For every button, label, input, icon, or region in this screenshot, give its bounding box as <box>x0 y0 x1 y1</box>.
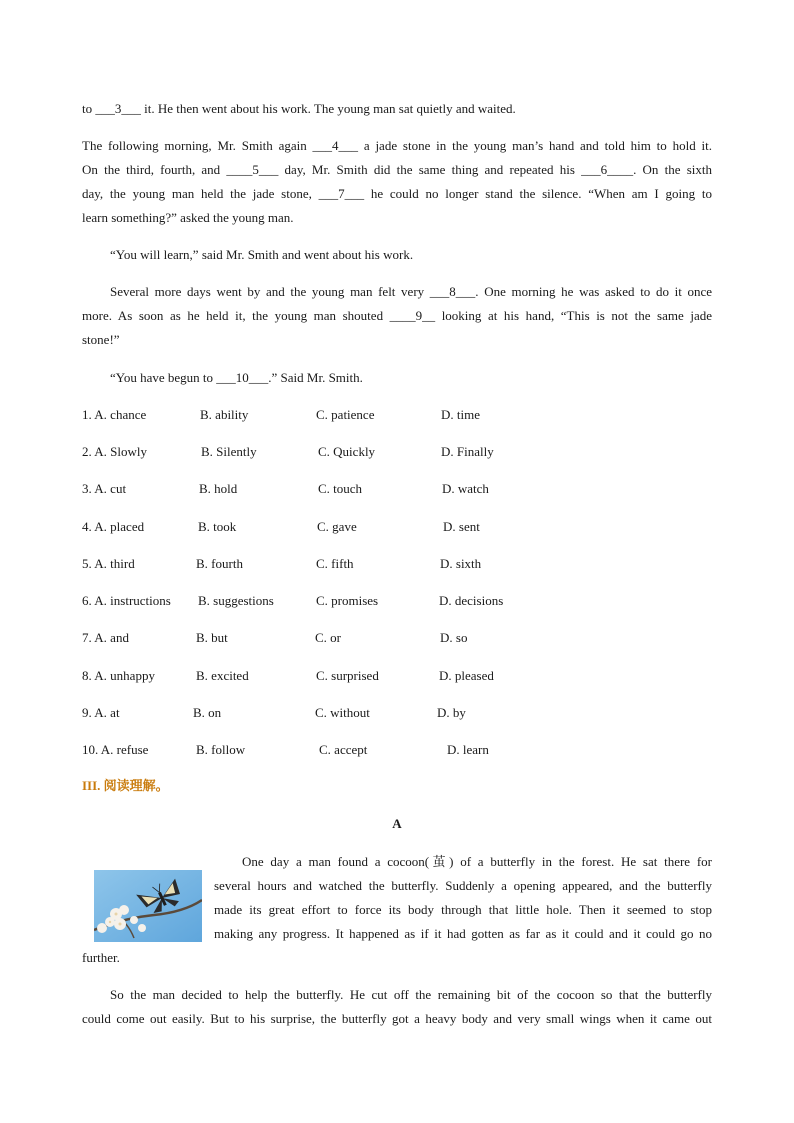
question-option-b: B. excited <box>196 668 249 683</box>
passage-line: The following morning, Mr. Smith again ___4___ a jade stone in the young man’s hand and told him to hold it. <box>82 138 712 153</box>
question-option-b: B. took <box>198 519 237 534</box>
passage-line: day, the young man held the jade stone, ___7___ he could no longer stand the silence. “When am I going to <box>82 186 712 201</box>
passage-line: learn something?” asked the young man. <box>82 210 294 225</box>
passage-line: stone!” <box>82 332 120 347</box>
question-option-b: B. but <box>196 630 228 645</box>
passage-line: more. As soon as he held it, the young man shouted ____9__ looking at his hand, “This is not the same jade <box>82 308 712 323</box>
question-option-b: B. suggestions <box>198 593 274 608</box>
question-option-a: 9. A. at <box>82 705 120 720</box>
passage-line: On the third, fourth, and ____5___ day, Mr. Smith did the same thing and repeated his ___6____. On the sixth <box>82 162 712 177</box>
question-option-b: B. on <box>193 705 222 720</box>
question-option-a: 6. A. instructions <box>82 593 171 608</box>
passage-line: So the man decided to help the butterfly. He cut off the remaining bit of the cocoon so that the butterfly <box>110 987 712 1002</box>
passage-line: “You have begun to ___10___.” Said Mr. Smith. <box>110 370 363 385</box>
question-option-d: D. watch <box>442 481 489 496</box>
question-option-a: 1. A. chance <box>82 407 147 422</box>
question-option-d: D. time <box>441 407 480 422</box>
question-option-a: 7. A. and <box>82 630 129 645</box>
question-option-b: B. Silently <box>201 444 257 459</box>
question-option-c: C. gave <box>317 519 357 534</box>
question-option-c: C. Quickly <box>318 444 376 459</box>
question-option-d: D. decisions <box>439 593 504 608</box>
question-option-c: C. without <box>315 705 370 720</box>
section-title: III. 阅读理解。 <box>82 778 169 793</box>
question-option-c: C. fifth <box>316 556 354 571</box>
butterfly-photo <box>94 870 202 942</box>
question-option-a: 5. A. third <box>82 556 135 571</box>
question-option-c: C. or <box>315 630 341 645</box>
question-option-c: C. patience <box>316 407 375 422</box>
question-option-d: D. learn <box>447 742 489 757</box>
question-option-a: 10. A. refuse <box>82 742 149 757</box>
question-option-b: B. ability <box>200 407 249 422</box>
question-option-b: B. fourth <box>196 556 243 571</box>
question-option-a: 4. A. placed <box>82 519 145 534</box>
passage-line: Several more days went by and the young man felt very ___8___. One morning he was asked to do it once <box>110 284 712 299</box>
passage-line: to ___3___ it. He then went about his work. The young man sat quietly and waited. <box>82 101 516 116</box>
question-option-d: D. Finally <box>441 444 494 459</box>
question-option-c: C. touch <box>318 481 363 496</box>
passage-line: made its great effort to force its body through that little hole. Then it seemed to stop <box>214 902 712 917</box>
passage-line: “You will learn,” said Mr. Smith and went about his work. <box>110 247 414 262</box>
passage-line: One day a man found a cocoon(茧) of a butterfly in the forest. He sat there for <box>242 854 712 869</box>
question-option-c: C. surprised <box>316 668 379 683</box>
question-option-d: D. so <box>440 630 468 645</box>
question-option-a: 8. A. unhappy <box>82 668 155 683</box>
question-option-d: D. sent <box>443 519 480 534</box>
passage-line: making any progress. It happened as if it had gotten as far as it could and it could go no <box>214 926 712 941</box>
question-option-c: C. promises <box>316 593 379 608</box>
question-option-a: 3. A. cut <box>82 481 127 496</box>
passage-title: A <box>392 816 402 831</box>
question-option-a: 2. A. Slowly <box>82 444 148 459</box>
question-option-c: C. accept <box>319 742 368 757</box>
question-option-d: D. pleased <box>439 668 494 683</box>
question-option-b: B. follow <box>196 742 246 757</box>
question-option-d: D. by <box>437 705 466 720</box>
question-option-b: B. hold <box>199 481 238 496</box>
passage-line: several hours and watched the butterfly. Suddenly a opening appeared, and the butterfly <box>214 878 712 893</box>
passage-line: further. <box>82 950 120 965</box>
passage-line: could come out easily. But to his surprise, the butterfly got a heavy body and very small wings when it came out <box>82 1011 712 1026</box>
question-option-d: D. sixth <box>440 556 482 571</box>
